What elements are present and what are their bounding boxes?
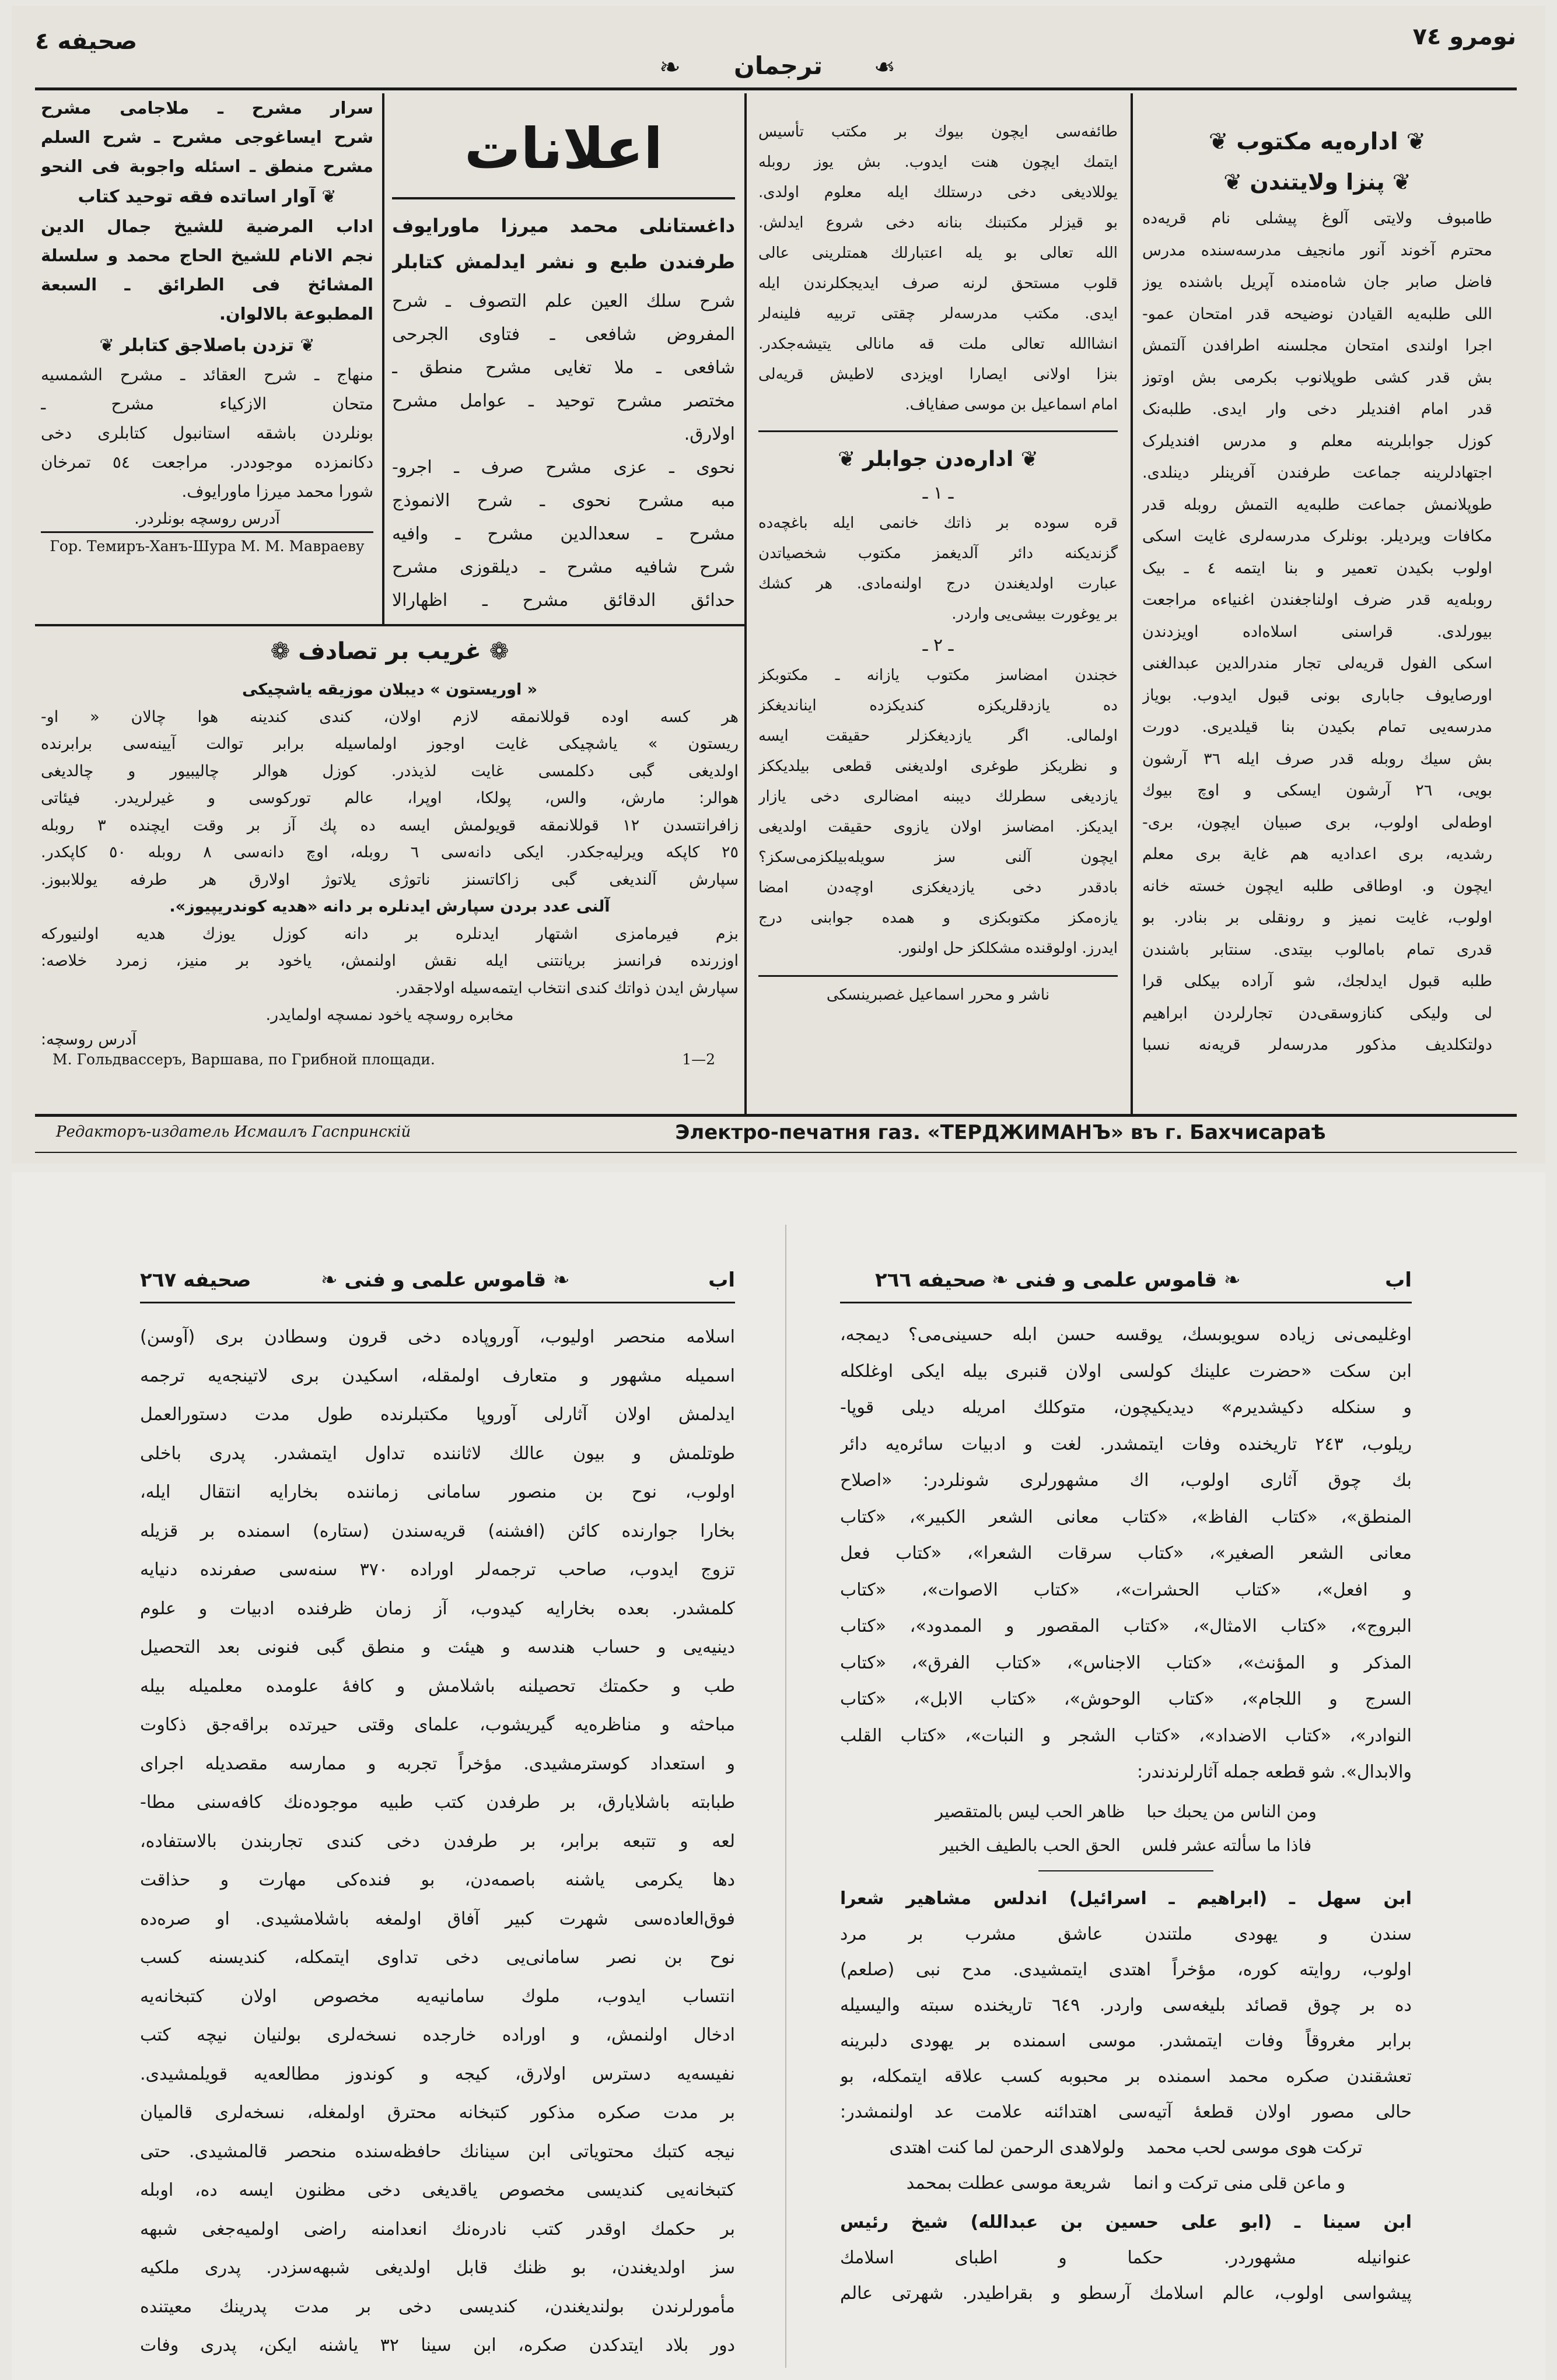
text-line: حالی مصور اولان قطعهٔ آتیه‌سی اهتدائنه علامت عد اولنمشدر: <box>840 2101 1412 2122</box>
text-line: بر حکمك اوقدر کتب نادره‌نك انعدامنه راضی اولمیه‌جغی شبهه <box>140 2218 735 2239</box>
text-line: روبله‌یه قدر ضرف اولناجغندن اغنیاءه مراجعت <box>1142 591 1492 609</box>
text-line: بیورلدی. قراسنی اسلاه‌اده اویزدندن <box>1142 622 1492 641</box>
text-line: فوق‌العاده‌سی شهرت کبیر آفاق اولمغه باشلامشیدی. او صره‌ده <box>140 1908 735 1929</box>
ad-box <box>41 630 739 1074</box>
text-line: المشائخ فی الطرائق ـ السبعة <box>41 275 373 295</box>
text-line: بویی، ٢٦ آرشون ایسکی و اوچ بیوك <box>1142 781 1492 800</box>
page-number: صحیفه ٢٦٧ <box>140 1268 251 1292</box>
text-line: شورا محمد میرزا ماورایوف. <box>181 482 373 501</box>
text-line: المنطق»، «کتاب الفاظ»، «کتاب معانی الشعر الکبیر»، «کتاب <box>840 1506 1412 1527</box>
section-rule <box>392 197 735 199</box>
text-line: اللی طلبه‌یه القیادن نوضیحه قدر امتحان عمو- <box>1142 304 1492 323</box>
text-line: متحان الازکیاء مشرح ـ <box>41 394 373 413</box>
text-line: آلنی عدد بردن سپارش ایدنلره بر دانه «هدیه کوندریپیوز». <box>169 898 610 916</box>
answer-2-number: ـ ٢ ـ <box>922 635 954 656</box>
text-line: اولوب بکیدن تعمیر و بنا ایتمه ٤ ـ بیک <box>1142 559 1492 577</box>
section-rule <box>758 975 1118 977</box>
text-line: اولوب، غایت نمیز و رونقلی بر بنادر. بو <box>1142 909 1492 927</box>
text-line: و نظریکز طوغری اولدیغنی قطعی بیلدیککز <box>758 758 1118 775</box>
text-line: اولوب، نوح بن منصور سامانی زماننده بخارایه انتقال ایله، <box>140 1482 735 1502</box>
title-ornament-left: ❧ <box>659 52 681 82</box>
dictionary-right-header-rule <box>840 1302 1412 1303</box>
text-line: ادخال اولنمش، و اوراده خارجده نسخه‌لری بولنیان نیچه کتب <box>140 2025 735 2045</box>
dictionary-title-text: قاموس علمی و فنی <box>1015 1268 1217 1292</box>
text-line: دولتکلدیف مذکور مدرسه‌لر قریه‌نه نسبا <box>1142 1036 1492 1054</box>
text-line: مختصر مشرح توحید ـ عوامل مشرح <box>392 391 735 411</box>
text-line: کلمشدر. بعده بخارایه کیدوب، آز زمان ظرفنده ادبیات و علوم <box>140 1598 735 1619</box>
footer-print: Электро-печатня газ. «ТЕРДЖИМАНЪ» въ г. Бахчисараѣ <box>675 1121 1326 1144</box>
answer-2-body <box>758 660 1118 963</box>
text-line: اجرا اولندی امتحان مجلسنه اطرافدن آلتمش <box>1142 337 1492 355</box>
announcements-heading: اعلانات <box>464 116 663 181</box>
entry-ibn-sina <box>840 2204 1412 2311</box>
text-line: یوللادیغی دخی درستلك ایله معلوم اولدی. <box>758 184 1118 201</box>
text-line: تزوج ایدوب، صاحب ترجمه‌لر اوراده ٣٧٠ سنه‌سی صفرنده دنیایه <box>140 1559 735 1580</box>
text-line: مشرح ـ سعدالدین مشرح ـ وافیه <box>392 524 735 544</box>
publisher-line: ناشر و محرر اسماعیل غصبرینسکی <box>826 986 1050 1004</box>
header-rule <box>35 87 1517 90</box>
ad-heading: ❁ غریب بر تصادف ❁ <box>270 638 509 665</box>
page-number: صحیفه ٢٦٦ <box>875 1268 986 1292</box>
text-line: خجندن امضاسز مکتوب یازانه ـ مکتوبکز <box>758 667 1118 684</box>
text-line: حدائق الدقائق مشرح ـ اظهارالا <box>392 590 735 611</box>
subheading-text: آوار اساتده فقه توحید کتاب <box>78 187 316 207</box>
text-line: داغستانلی محمد میرزا ماورایوف <box>392 215 735 237</box>
text-line: نحوی ـ عزی مشرح صرف ـ اجرو- <box>392 457 735 478</box>
text-line: بونلردن باشقه استانبول کتابلری دخی <box>41 423 373 443</box>
text-line: سز اولدیغندن، بو ظنك قابل اولدیغی شبهه‌سزدر. پدری ملکیه <box>140 2258 735 2278</box>
text-line: اسکی الفول قریه‌لی تجار مندرالدین عبدالغنی <box>1142 654 1492 672</box>
text-line: نیجه کتبك محتویاتی ابن سینانك حافظه‌سنده منحصر قالمشیدی. حتی <box>140 2141 735 2162</box>
dictionary-left-header <box>140 1268 735 1298</box>
text-line: البروج»، «کتاب الامثال»، «کتاب المقصور و الممدود»، «کتاب <box>840 1616 1412 1636</box>
text-line: والابدال». شو قطعه جمله آثارلرندندر: <box>1136 1762 1412 1782</box>
text-line: کوزل جوابلرینه معلم و مدرس افندیلرک <box>1142 432 1492 450</box>
middle-top-body <box>758 117 1118 420</box>
text-line: گزندیکنه دائر آلدیغمز مکتوب شخصیاتدن <box>758 545 1118 562</box>
dictionary-right-header <box>840 1268 1412 1298</box>
text-line: فاضل صابر جان شاه‌منده آپریل باشنده یوز <box>1142 273 1492 291</box>
text-line: شافعی ـ ملا تغایی مشرح منطق ـ <box>392 357 735 378</box>
text-line: لعه و تتبعه برابر، بر طرفدن دخی کندی تجاربندن بالاستفاده، <box>140 1831 735 1852</box>
text-line: بو قیزلر مکتبنك بنانه دخی شروع ایدلش. <box>758 214 1118 232</box>
text-line: اولمالی. اگر یازدیغکزلر حقیقت ایسه <box>758 727 1118 745</box>
text-line: اوغلیمی‌نی زیاده سویوبسك، یوقسه حسن ابله حسینی‌می؟ دیمجه، <box>840 1324 1412 1345</box>
text-line: ایتمك ایچون هنت ایدوب. بش یوز روبله <box>758 153 1118 171</box>
text-line: ایدلمش اولان آثارلی آوروپا مکتبلرنده طول مدت دستورالعمل <box>140 1404 735 1425</box>
text-line: بخارا جوارنده کائن (افشنه) قریه‌سندن (ستاره) اسمنده بر قزیله <box>140 1520 735 1541</box>
text-line: هوالر: مارش، والس، پولکا، اوپرا، عالم تورکوسی و غیرلریدر. فیئاتی <box>41 789 739 807</box>
title-ornament-right: ❧ <box>874 52 895 82</box>
text-line: مبه مشرح نحوی ـ شرح الانموذج <box>392 490 735 511</box>
entry-ibn-sahl <box>840 1881 1412 2201</box>
text-line: المطبوعة بالالوان. <box>219 304 373 324</box>
text-line: شرح سلك العین علم التصوف ـ شرح <box>392 291 735 311</box>
text-line: مأمورلرندن بولندیغندن، کندیسی دخی بر مدت پدرینك معیتنده <box>140 2296 735 2317</box>
text-line: قدری تمام بامالوب بیتدی. سنتابر باشندن <box>1142 940 1492 959</box>
editorial-column <box>1142 128 1492 1061</box>
column-rule-1 <box>1131 93 1133 1114</box>
text-line: یازه‌مکز مکتوبکزی و همده جوابنی درج <box>758 909 1118 927</box>
text-line: ابن سکت «حضرت علینك کولسی اولان قنبری بیله ایکی اوغلکله <box>840 1361 1412 1382</box>
text-line: لی ولیکی کنازوسقی‌دن تجارلردن ابراهیم <box>1142 1004 1492 1022</box>
text-line: ایدی. مکتب مدرسه‌لر چقتی تربیه فلینه‌لر <box>758 305 1118 323</box>
text-line: دکانمزده موجوددر. مراجعت ٥٤ تمرخان <box>41 453 373 472</box>
text-line: المفروض شافعی ـ فتاوی الجرحی <box>392 324 735 345</box>
editorial-heading: ❦ اداره‌یه مکتوب ❦ <box>1208 128 1426 155</box>
text-line: السرج و اللجام»، «کتاب الوحوش»، «کتاب الابل»، «کتاب <box>840 1689 1412 1709</box>
column-rule-2 <box>744 93 747 1114</box>
text-line: شرح شافیه مشرح ـ دیلقوزی مشرح <box>392 557 735 577</box>
verse-line: ومن الناس من یحبك حبا ظاهر الحب لیس بالمتقصیر <box>935 1801 1317 1821</box>
text-line: المذکر و المؤنث»، «کتاب الاجناس»، «کتاب الفرق»، «کتاب <box>840 1652 1412 1673</box>
text-line: و سنکله دکیشدیرم» دیدیکیچون، متوکلك امریله دیلی قوپا- <box>840 1397 1412 1418</box>
text-line: اوطه‌لی اولوب، بری صبیان ایچون، بری- <box>1142 813 1492 832</box>
verse-block-1 <box>840 1794 1412 1862</box>
editorial-subheading-text: پنزا ولایتندن <box>1250 169 1385 195</box>
dictionary-title-text: قاموس علمی و فنی <box>344 1268 547 1292</box>
text-line: اولوب، روایته کوره، مؤخراً اهتدی ایتمشیدی. مدح نبی (صلعم) <box>840 1959 1412 1980</box>
section-mark: اب <box>1385 1268 1412 1292</box>
dictionary-gutter <box>785 1225 786 2368</box>
text-line: ایچون و. اوطاقی طلبه ایچون خسته خانه <box>1142 877 1492 895</box>
text-line: مشرح منطق ـ اسئله واجوبة فی النحو <box>41 156 373 176</box>
text-line: مباحثه و مناظره‌یه گیریشوب، علمای وقتی حیرتده براقه‌جق ذکاوت <box>140 1715 735 1735</box>
text-line: امام اسماعیل بن موسی صفایاف. <box>905 396 1118 413</box>
section-mark: اب <box>708 1268 735 1292</box>
text-line: ٢٥ کاپکه ویرلیه‌جکدر. ایکی دانه‌سی ٦ روبله، اوچ دانه‌سی ٨ روبله ٥٠ کاپکدر. <box>41 843 739 861</box>
ad-tag: 1—2 <box>682 1050 715 1068</box>
entry-divider <box>1038 1870 1213 1871</box>
text-line: زافرانتسدن ١٢ قوللانمقه قویولمش ایسه ده پك آز بر وقت ایچنده ٣ روبله <box>41 816 739 835</box>
verse-line: ترکت هوی موسی لحب محمد ولولاهدی الرحمن لما کنت اهتدی <box>889 2137 1363 2158</box>
ad-box-top-rule <box>35 624 744 626</box>
text-line: منهاج ـ شرح العقائد ـ مشرح الشمسیه <box>41 365 373 384</box>
book-list-subheading-2: ❦ تزدن باصلاجق کتابلر ❦ <box>99 335 315 356</box>
text-line: ابن سهل ـ (ابراهیم ـ اسرائیل) اندلس مشاهیر شعرا <box>840 1888 1412 1909</box>
text-line: سرار مشرح ـ ملاجامی مشرح <box>41 98 373 118</box>
text-line: طوتلمش و بیون عالك لاثاننده تداول ایتمشدر. پدری باخلی <box>140 1443 735 1464</box>
text-line: بش سیك روبله قدر صرف ایله ٣٦ آرشون <box>1142 749 1492 768</box>
text-line: طائفه‌سی ایچون بیوك بر مکتب تأسیس <box>758 123 1118 141</box>
paper-title: ترجمان <box>734 51 823 80</box>
ad-address-label: آدرس روسچه: <box>41 1030 137 1049</box>
announcements-list <box>392 285 735 617</box>
text-line: هر کسه اوده قوللانمقه لازم اولان، کندی کندینه هوا چالان « او- <box>41 707 739 726</box>
text-line: طلبه قبول ایدلجك، شو آراده بیکلی قرا <box>1142 972 1492 990</box>
text-line: اجتهادلرینه جماعت طرفندن آفرینلر دینلدی. <box>1142 464 1492 482</box>
text-line: ده بر چوق قصائد بلیغه‌سی واردر. ٦٤٩ تاریخنده سبته والیسیله <box>840 1995 1412 2016</box>
text-line: محترم آخوند آنور مانجیف مدرسه‌سنده مدرس <box>1142 241 1492 260</box>
text-line: و استعداد کوسترمشیدی. مؤخراً تجربه و ممارسه مقصدیله اجرای <box>140 1753 735 1774</box>
ad-heading-text: غریب بر تصادف <box>298 638 481 665</box>
text-line: بنزا اولانی ایصارا اویزدی لاطیش قریه‌لی <box>758 366 1118 383</box>
text-line: نجم الانام للشیخ الحاج محمد و سلسلة <box>41 246 373 265</box>
footer-editor: Редакторъ-издатель Исмаилъ Гаспринскiй <box>56 1123 411 1141</box>
entry-ibn-sikkit <box>840 1317 1412 1791</box>
text-line: قدر امام افندیلر دخی وار ایدی. طلبه‌نک <box>1142 400 1492 418</box>
editorial-subheading: ❦ پنزا ولایتندن ❦ <box>1223 169 1411 195</box>
section-rule <box>758 430 1118 432</box>
text-line: یازدیغی سطرلك دیبنه امضالری دخی یازار <box>758 788 1118 805</box>
text-line: اولارق. <box>684 424 735 444</box>
text-line: ریلوب، ٢٤٣ تاریخنده وفات ایتمشدر. لغت و ادبیات سائره‌یه دائر <box>840 1433 1412 1454</box>
text-line: اورصایوف جاباری بونی قبول ایدوب. بویاز <box>1142 686 1492 704</box>
section-rule <box>41 531 373 533</box>
text-line: اسمیله مشهور و متعارف اولمقله، اسکیدن بری لاتینجه‌یه ترجمه <box>140 1365 735 1386</box>
text-line: طرفندن طبع و نشر ایدلمش کتابلر <box>392 251 735 273</box>
ad-address-row <box>41 1051 739 1074</box>
text-line: کتبخانه‌یی کندیسی مخصوص یاقدیغی دخی مظنون ایسه ده، اوبله <box>140 2180 735 2200</box>
text-line: دها یکرمی یاشنه باصمه‌دن، بو فنده‌کی مهارت و حذاقت <box>140 1870 735 1890</box>
book-list-column <box>41 93 373 555</box>
text-line: ده یازدقلریکزه کندیکزده ایناندیغکز <box>758 697 1118 714</box>
text-line: النوادر»، «کتاب الاضداد»، «کتاب الشجر و النبات»، «کتاب القلب <box>840 1725 1412 1746</box>
text-line: اسلامه منحصر اولیوب، آوروپاده دخی قرون وسطادن بری (آوسن) <box>140 1327 735 1347</box>
editorial-heading-text: اداره‌یه مکتوب <box>1236 128 1398 155</box>
verse-line: فاذا ما سألته عشر فلس الحق الحب بالطیف الخبیر <box>940 1835 1312 1855</box>
text-line: نوح بن نصر سامانی‌یی دخی تداوی ایتمکله، کندیسنه کسب <box>140 1947 735 1968</box>
subheading-text: تزدن باصلاجق کتابلر <box>120 335 294 356</box>
answers-heading-text: اداره‌دن جوابلر <box>862 447 1014 471</box>
russian-address: Гор. Темиръ-Ханъ-Шура М. М. Маврaеву <box>50 538 365 555</box>
editorial-body <box>1142 203 1492 1061</box>
text-line: طوپلانمش جماعت طلبه‌یه التمش روبله قدر <box>1142 495 1492 514</box>
text-line: اولدیغی گبی دکلمسی غایت لذیذدر. کوزل هوالر چالیبیور و چالدیغی <box>41 762 739 780</box>
text-line: رشدیه، بری اعدادیه هم غایة بری معلم <box>1142 845 1492 863</box>
text-line: بر یوغورت بیشی‌یی واردر. <box>951 605 1118 623</box>
verse-line: و ماعن قلی منی ترکت و انما شریعة موسی عطلت بمحمد <box>906 2172 1346 2193</box>
book-list-b <box>41 212 373 328</box>
text-line: قره سوده بر ذاتك خانمی ایله باغچه‌ده <box>758 514 1118 532</box>
dictionary-left-header-rule <box>140 1302 735 1303</box>
text-line: سندن و یهودی ملتندن عاشق مشرب بر مرد <box>840 1923 1412 1944</box>
book-list-a <box>41 93 373 181</box>
column-rule-3 <box>382 93 384 624</box>
book-list-subheading-1: ❦ آوار اساتده فقه توحید کتاب <box>78 187 337 207</box>
text-line: ایچون آلنی سز سویله‌بیلکزمی‌سکز؟ <box>758 849 1118 866</box>
text-line: انتساب ایدوب، ملوك سامانیه‌یه مخصوص اولان کتبخانه‌یه <box>140 1986 735 2007</box>
text-line: سپارش ایدن ذواتك کندی انتخاب ایتمه‌سیله اولاجقدر. <box>395 979 739 997</box>
answers-heading: ❦ اداره‌دن جوابلر ❦ <box>838 447 1038 471</box>
text-line: بش قدر کشی طوپلانوب بکرمی بش اوتوز <box>1142 368 1492 387</box>
text-line: اوزرنده فرانسز بریانتنی ایله نقش اولنمش، یاخود بر منیز، زمرد خلاصه: <box>41 952 739 970</box>
text-line: ابن سینا ـ (ابو علی حسین بن عبدالله) شیخ رئیس <box>840 2211 1412 2232</box>
page-label: صحیفه ٤ <box>35 28 138 55</box>
text-line: پیشواسی اولوب، عالم اسلامك آرسطو و بقراطیدر. شهرتی عالم <box>840 2283 1412 2304</box>
answer-1-body <box>758 508 1118 629</box>
text-line: و افعل»، «کتاب الحشرات»، «کتاب الاصوات»، «کتاب <box>840 1579 1412 1600</box>
announcements-column <box>392 105 735 617</box>
book-list-c <box>41 360 373 506</box>
text-line: قلوب مستحق لرنه صرف ایدیجکلرندن ایله <box>758 275 1118 292</box>
text-line: دور بلاد ایتدکدن صکره، ابن سینا ٣٢ یاشنه ایکن، پدری وفات <box>140 2335 735 2356</box>
text-line: بك چوق آثاری اولوب، اك مشهورلری شونلردر: «اصلاح <box>840 1470 1412 1491</box>
text-line: مدرسه‌یی تمام بکیدن بنا قیلدیری. دورت <box>1142 718 1492 736</box>
announcements-intro <box>392 208 735 280</box>
text-line: تعشقندن صکره محمد اسمنده بر محبوبه کسب علاقه ایتمکله، بو <box>840 2066 1412 2087</box>
dictionary-right-body <box>840 1317 1412 2311</box>
text-line: انشاالله تعالی ملت قه مانالی یتیشه‌جکدر. <box>758 335 1118 353</box>
text-line: اداب المرضیة للشیخ جمال الدین <box>41 216 373 236</box>
text-line: نفیسه‌یه دسترس اولارق، کیجه و کوندوز مطالعه‌یه قویلمشیدی. <box>140 2063 735 2084</box>
answer-1-number: ـ ١ ـ <box>922 483 954 503</box>
ad-russian-address: М. Гольдвассеръ, Варшава, по Грибной площади. <box>53 1050 435 1068</box>
dictionary-title: ❧ قاموس علمی و فنی ❧ <box>321 1268 570 1292</box>
address-line: آدرس روسچه بونلردر. <box>134 510 280 528</box>
text-line: طب و حکمتك تحصیلنه باشلامش و کافهٔ علومده معلمیله بیله <box>140 1676 735 1697</box>
footer-rule-bottom <box>35 1152 1517 1153</box>
text-line: دینیه‌یی و حساب هندسه و هیئت و منطق گبی فنونی بعد التحصیل <box>140 1637 735 1657</box>
text-line: برابر مغروقاً وفات ایتمشدر. موسی اسمنده بر یهودی دلبرینه <box>840 2030 1412 2051</box>
text-line: ایدرز. اولوقنده مشکلکز حل اولنور. <box>897 940 1118 957</box>
text-line: « اوریستون » دیبلان موزیقه یاشچیکی <box>242 681 538 699</box>
text-line: الله تعالی بو یله اعتبارلك همتلرینی عالی <box>758 244 1118 262</box>
dictionary-left-body <box>140 1318 735 2365</box>
text-line: طامبوف ولایتی آلوغ پیشلی نام قریه‌ده <box>1142 209 1492 227</box>
text-line: ریستون » یاشچیکی غایت اوجوز اولماسیله برابر توالت آیینه‌سی برابرنده <box>41 735 739 753</box>
dictionary-title: ❧ قاموس علمی و فنی ❧ <box>992 1268 1241 1292</box>
issue-number: نومرو ٧٤ <box>1412 23 1516 50</box>
text-line: شرح ایساغوجی مشرح ـ شرح السلم <box>41 127 373 147</box>
ad-body <box>41 677 739 1029</box>
text-line: بزم فیرمامزی اشتهار ایدنلره بر دانه کوزل یوزك هدیه اولنیورکه <box>41 924 739 943</box>
text-line: عبارت اولدیغندن درج اولنه‌مادی. هر کشك <box>758 575 1118 593</box>
text-line: طبابته باشلایارق، بر طرفدن کتب طبیه موجوده‌نك کافه‌سنی مطا- <box>140 1792 735 1813</box>
text-line: مخابره روسچه یاخود نمسچه اولمایدر. <box>265 1006 514 1024</box>
text-line: سپارش آلندیغی گبی زاکاتسنز ناتوژی یلاتوژ اولارق هر طرفه یوللاببوز. <box>41 870 739 889</box>
footer-rule-top <box>35 1114 1517 1117</box>
text-line: ایدیکز. امضاسز اولان یازوی حقیقت اولدیغی <box>758 818 1118 836</box>
text-line: بر مدت صکره مذکور کتبخانه محترق اولمغله، نسخه‌لری قالمیان <box>140 2102 735 2123</box>
text-line: بادقدر دخی یازدیغکزی اوچه‌دن امضا <box>758 879 1118 896</box>
text-line: عنوانیله مشهوردر. حکما و اطبای اسلامك <box>840 2247 1412 2268</box>
text-line: مکافات ویردیلر. بونلرک مدرسه‌لری غایت اسکی <box>1142 527 1492 545</box>
text-line: معانی الشعر الصغیر»، «کتاب سرقات الشعرا»، «کتاب فعل <box>840 1543 1412 1564</box>
middle-column <box>758 117 1118 1004</box>
